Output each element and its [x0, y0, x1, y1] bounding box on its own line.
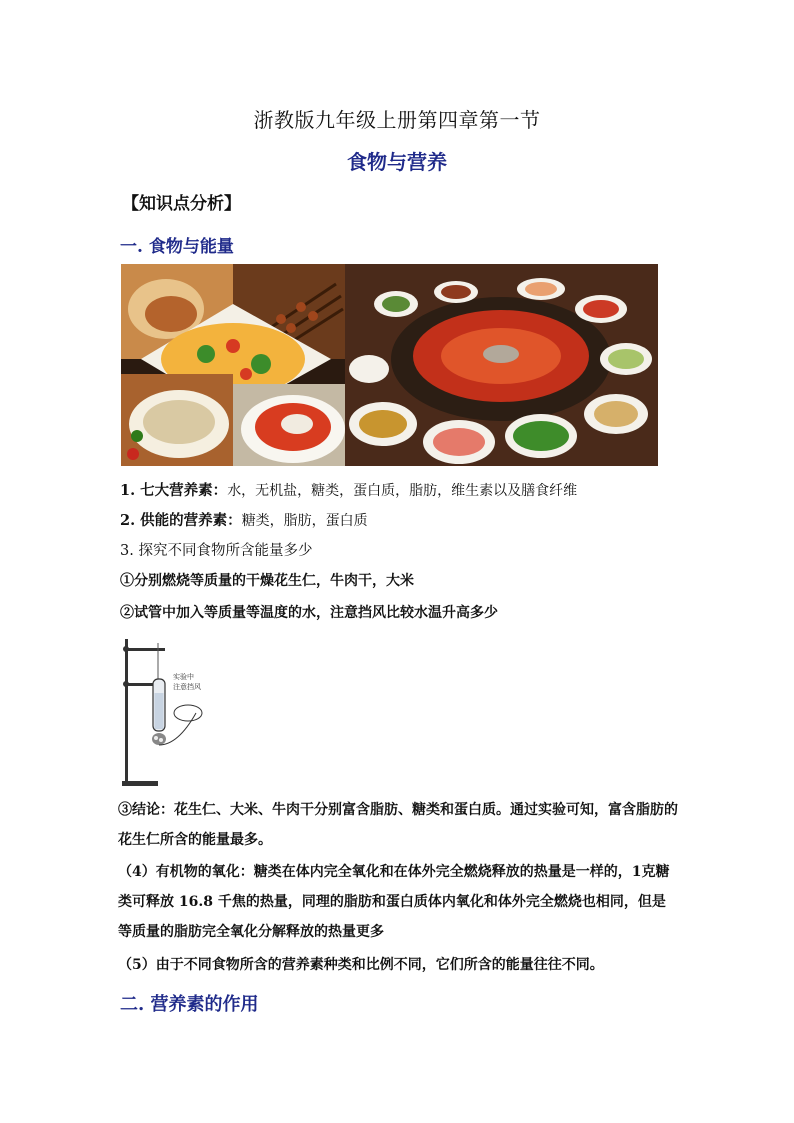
- heading-nutrient-functions: 二. 营养素的作用: [120, 994, 259, 1015]
- apparatus-label-line2: 注意挡风: [173, 683, 201, 691]
- line-energy-nutrients-label: 2. 供能的营养素：: [120, 512, 242, 529]
- line-explore-energy: 3. 探究不同食物所含能量多少: [120, 543, 313, 559]
- line-seven-nutrients: [120, 479, 577, 500]
- line-seven-nutrients-text: 水，无机盐，糖类，蛋白质，脂肪，维生素以及膳食纤维: [227, 483, 578, 499]
- heading-food-and-energy: 一. 食物与能量: [120, 237, 234, 257]
- line-energy-nutrients: [120, 509, 368, 530]
- experiment-apparatus-diagram: [118, 633, 218, 788]
- line-seven-nutrients-label: 1. 七大营养素：: [120, 482, 228, 499]
- line-step-1: ①分别燃烧等质量的干燥花生仁，牛肉干，大米: [120, 573, 414, 589]
- paragraph-conclusion: ③结论：花生仁、大米、牛肉干分别富含脂肪、糖类和蛋白质。通过实验可知，富含脂肪的花生仁所含的能量最多。: [118, 802, 678, 848]
- paragraph-organic-oxidation: （4）有机物的氧化：糖类在体内完全氧化和在体外完全燃烧释放的热量是一样的，1克糖类可释放 16.8 千焦的热量，同理的脂肪和蛋白质体内氧化和体外完全燃烧也相同，但是等质量的脂肪完全氧化分解释放的热量更多: [118, 864, 670, 940]
- food-collage-image: [121, 264, 658, 466]
- section-bracket-heading: 【知识点分析】: [122, 194, 241, 214]
- document-title: 浙教版九年级上册第四章第一节: [253, 108, 541, 132]
- paragraph-food-energy-difference: （5）由于不同食物所含的营养素种类和比例不同，它们所含的能量往往不同。: [118, 957, 604, 973]
- line-energy-nutrients-text: 糖类，脂肪，蛋白质: [241, 513, 368, 529]
- apparatus-label-line1: 实验中: [173, 673, 194, 681]
- line-step-2: ②试管中加入等质量等温度的水，注意挡风比较水温升高多少: [120, 605, 498, 621]
- document-subtitle: 食物与营养: [347, 150, 447, 174]
